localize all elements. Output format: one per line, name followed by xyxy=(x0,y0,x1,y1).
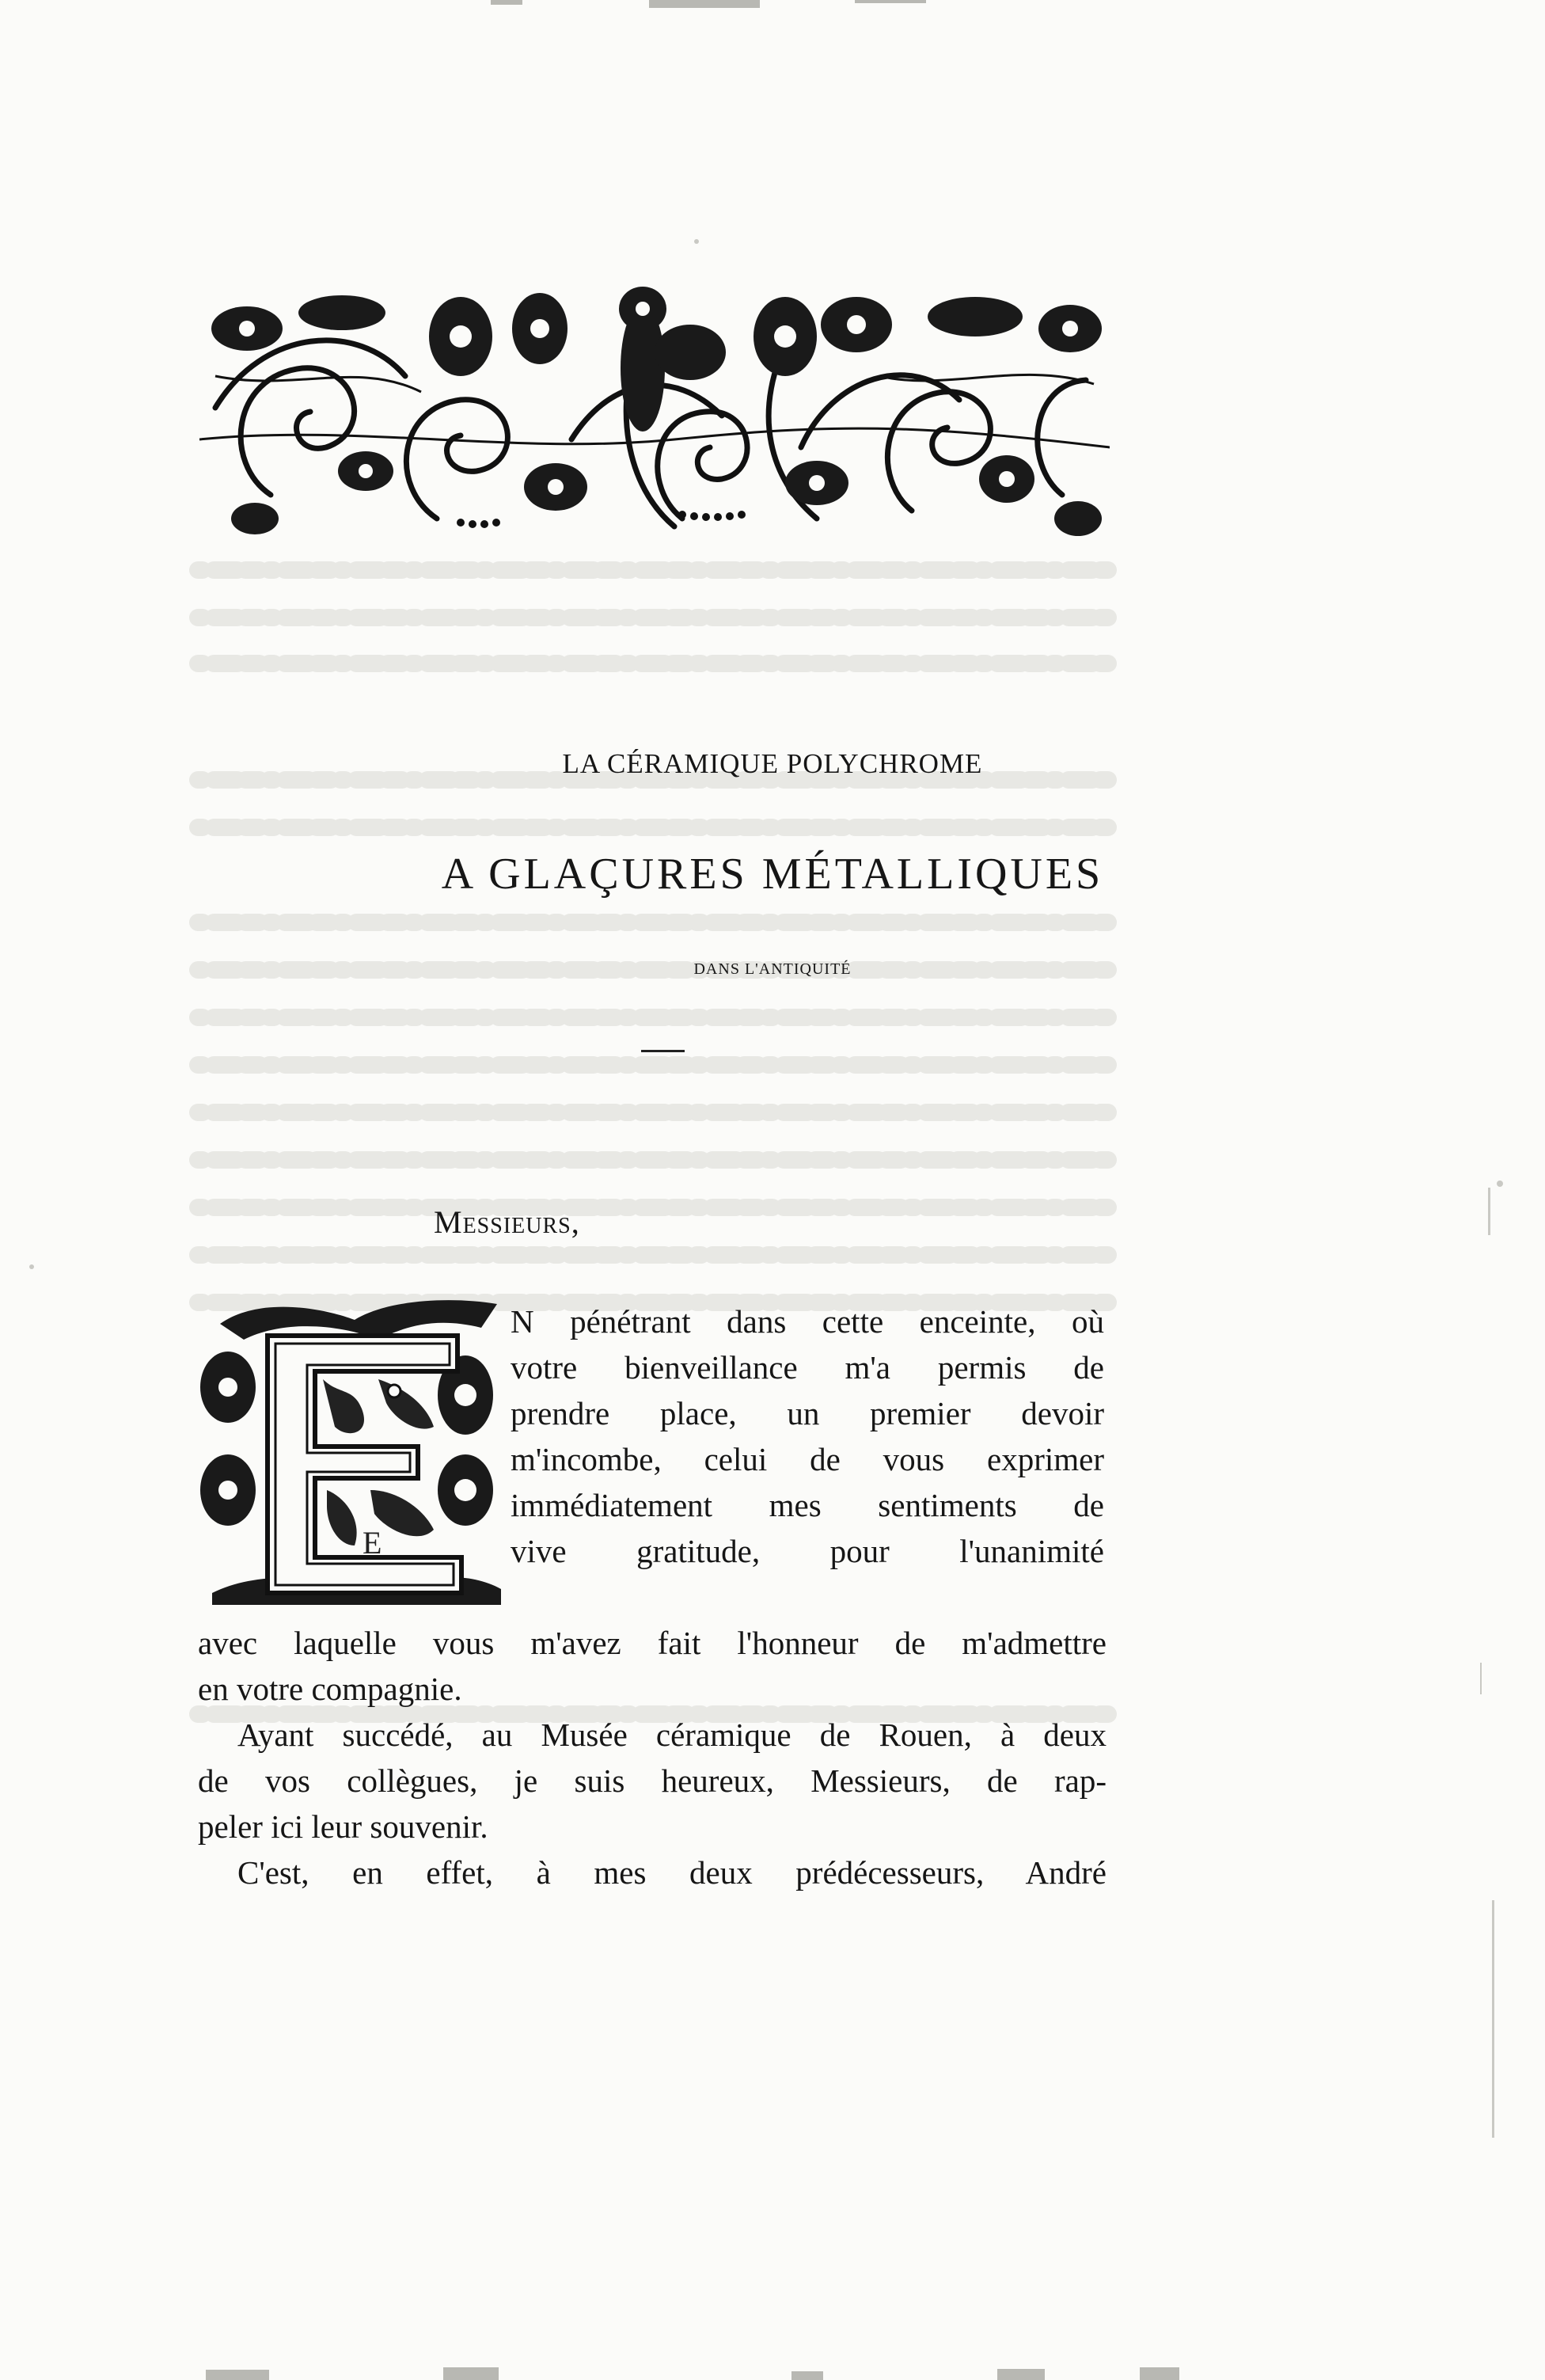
dropcap-line: votre bienveillance m'a permis de xyxy=(511,1349,1104,1386)
body-paragraphs xyxy=(198,1620,1107,1895)
title-rule xyxy=(641,1050,685,1052)
title-main: A GLAÇURES MÉTALLIQUES xyxy=(441,850,1104,899)
title-line-1: LA CÉRAMIQUE POLYCHROME xyxy=(562,748,983,779)
dropcap-line: m'incombe, celui de vous exprimer xyxy=(511,1441,1104,1477)
ornamental-dropcap xyxy=(196,1292,505,1607)
body-line: en votre compagnie. xyxy=(198,1671,462,1707)
dropcap-line: N pénétrant dans cette enceinte, où xyxy=(511,1303,1104,1340)
body-line: avec laquelle vous m'avez fait l'honneur de m'admettre xyxy=(198,1625,1107,1661)
salutation: Messieurs, xyxy=(434,1204,580,1240)
body-line: C'est, en effet, à mes deux prédécesseurs, André xyxy=(237,1854,1107,1891)
dropcap-paragraph xyxy=(511,1298,1104,1574)
body-line: de vos collègues, je suis heureux, Messieurs, de rap- xyxy=(198,1762,1107,1799)
title-subtitle: DANS L'ANTIQUITÉ xyxy=(693,960,852,978)
body-line: Ayant succédé, au Musée céramique de Rouen, à deux xyxy=(237,1717,1107,1753)
body-line: peler ici leur souvenir. xyxy=(198,1808,488,1845)
dropcap-line: vive gratitude, pour l'unanimité xyxy=(511,1533,1104,1569)
dropcap-letter: E xyxy=(363,1525,382,1561)
ornamental-headpiece xyxy=(199,281,1110,538)
dropcap-line: immédiatement mes sentiments de xyxy=(511,1487,1104,1523)
dropcap-line: prendre place, un premier devoir xyxy=(511,1395,1104,1431)
